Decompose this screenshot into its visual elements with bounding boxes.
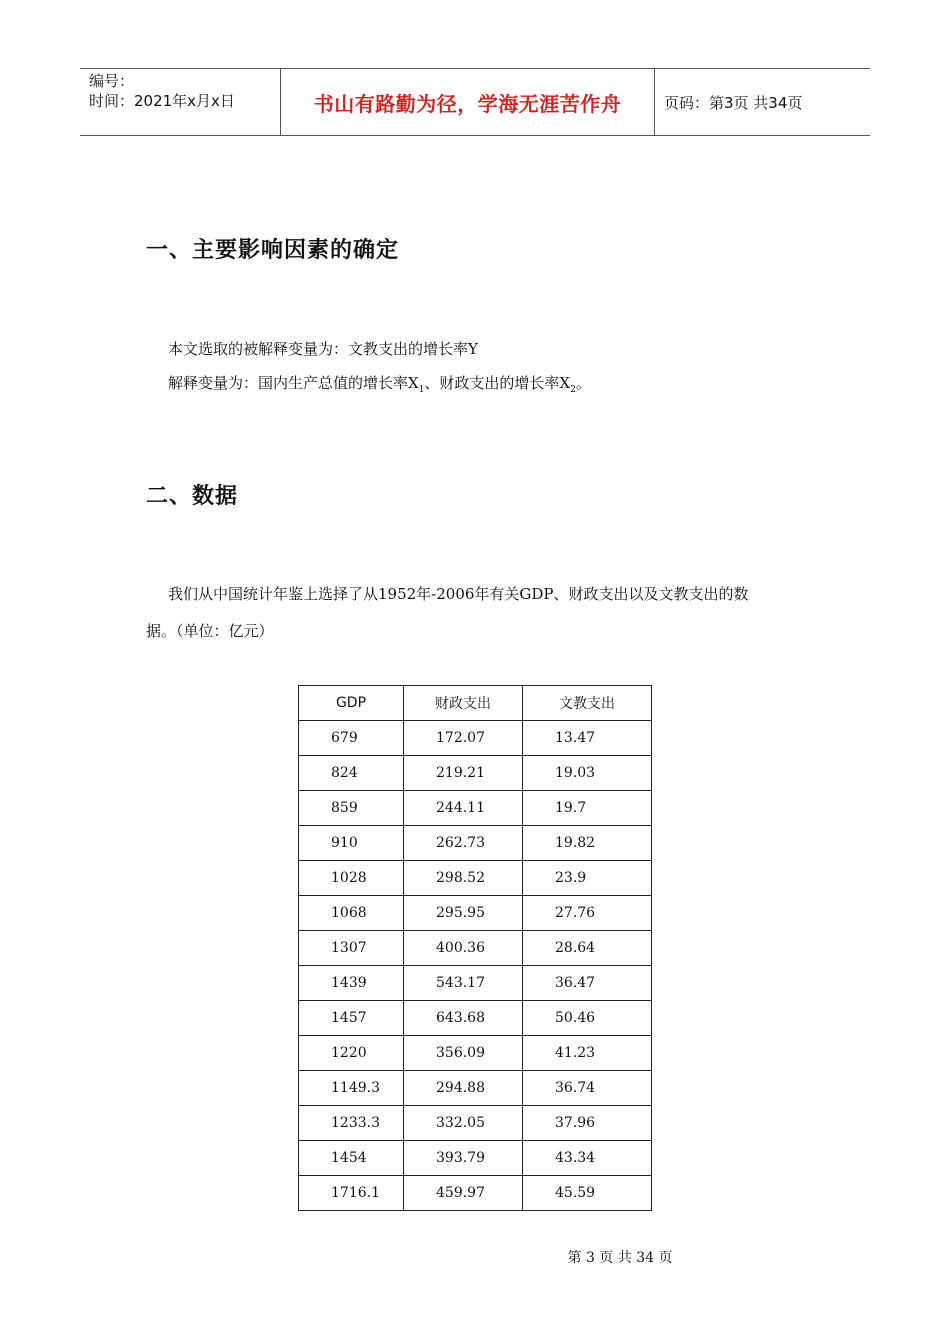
cell-education: 13.47	[523, 721, 652, 756]
cell-gdp: 1149.3	[299, 1071, 404, 1106]
cell-education: 19.7	[523, 791, 652, 826]
table-row	[299, 1036, 652, 1071]
table-row	[299, 1176, 652, 1211]
data-table	[298, 685, 652, 1211]
cell-fiscal: 298.52	[404, 861, 523, 896]
cell-fiscal: 332.05	[404, 1106, 523, 1141]
cell-education: 19.03	[523, 756, 652, 791]
cell-fiscal: 459.97	[404, 1176, 523, 1211]
cell-fiscal: 172.07	[404, 721, 523, 756]
cell-gdp: 1454	[299, 1141, 404, 1176]
cell-fiscal: 295.95	[404, 896, 523, 931]
serial-label: 编号：	[89, 72, 135, 90]
line2-end: 。	[575, 374, 591, 392]
line2-sub1: 1	[418, 385, 425, 395]
header-page-info: 页码：第3页 共34页	[664, 93, 803, 112]
col-header-fiscal: 财政支出	[404, 686, 523, 721]
section1-line2	[168, 372, 591, 395]
cell-education: 50.46	[523, 1001, 652, 1036]
table-row	[299, 1001, 652, 1036]
cell-education: 36.47	[523, 966, 652, 1001]
cell-gdp: 1307	[299, 931, 404, 966]
cell-gdp: 1068	[299, 896, 404, 931]
cell-gdp: 679	[299, 721, 404, 756]
cell-education: 45.59	[523, 1176, 652, 1211]
page-footer	[0, 1247, 950, 1267]
table-row	[299, 1071, 652, 1106]
cell-fiscal: 400.36	[404, 931, 523, 966]
cell-fiscal: 294.88	[404, 1071, 523, 1106]
section2-title: 二、数据	[146, 484, 239, 509]
footer-page-number: 第 3 页 共 34 页	[567, 1250, 673, 1266]
cell-gdp: 1233.3	[299, 1106, 404, 1141]
cell-fiscal: 244.11	[404, 791, 523, 826]
cell-gdp: 1457	[299, 1001, 404, 1036]
cell-education: 23.9	[523, 861, 652, 896]
cell-fiscal: 219.21	[404, 756, 523, 791]
section2-para-line1: 我们从中国统计年鉴上选择了从1952年-2006年有关GDP、财政支出以及文教支出的数	[168, 585, 749, 603]
cell-gdp: 910	[299, 826, 404, 861]
section2-para-line2: 据。（单位：亿元）	[146, 622, 274, 640]
page-header	[80, 68, 870, 136]
cell-fiscal: 356.09	[404, 1036, 523, 1071]
table-row	[299, 1141, 652, 1176]
table-row	[299, 861, 652, 896]
cell-gdp: 1220	[299, 1036, 404, 1071]
cell-gdp: 824	[299, 756, 404, 791]
col-header-education: 文教支出	[523, 686, 652, 721]
cell-fiscal: 262.73	[404, 826, 523, 861]
time-label: 时间：2021年x月x日	[89, 92, 235, 110]
cell-fiscal: 543.17	[404, 966, 523, 1001]
table-row	[299, 1106, 652, 1141]
table-row	[299, 826, 652, 861]
header-motto: 书山有路勤为径，学海无涯苦作舟	[281, 69, 655, 135]
table-row	[299, 791, 652, 826]
table-row	[299, 756, 652, 791]
col-header-gdp: GDP	[299, 686, 404, 721]
cell-gdp: 1439	[299, 966, 404, 1001]
cell-education: 36.74	[523, 1071, 652, 1106]
cell-education: 43.34	[523, 1141, 652, 1176]
cell-gdp: 1028	[299, 861, 404, 896]
cell-education: 27.76	[523, 896, 652, 931]
section1-title: 一、主要影响因素的确定	[146, 238, 400, 263]
header-meta	[80, 69, 281, 135]
table-body	[299, 721, 652, 1211]
cell-fiscal: 643.68	[404, 1001, 523, 1036]
table-row	[299, 721, 652, 756]
cell-education: 41.23	[523, 1036, 652, 1071]
cell-gdp: 859	[299, 791, 404, 826]
line2-prefix: 解释变量为：国内生产总值的增长率X	[168, 374, 419, 392]
table-row	[299, 966, 652, 1001]
table-row	[299, 896, 652, 931]
line2-mid: 、财政支出的增长率X	[424, 374, 571, 392]
cell-education: 19.82	[523, 826, 652, 861]
cell-education: 28.64	[523, 931, 652, 966]
cell-fiscal: 393.79	[404, 1141, 523, 1176]
cell-gdp: 1716.1	[299, 1176, 404, 1211]
table-header-row	[299, 686, 652, 721]
table-row	[299, 931, 652, 966]
section1-line1: 本文选取的被解释变量为：文教支出的增长率Y	[168, 340, 478, 358]
line2-sub2: 2	[570, 385, 576, 395]
cell-education: 37.96	[523, 1106, 652, 1141]
